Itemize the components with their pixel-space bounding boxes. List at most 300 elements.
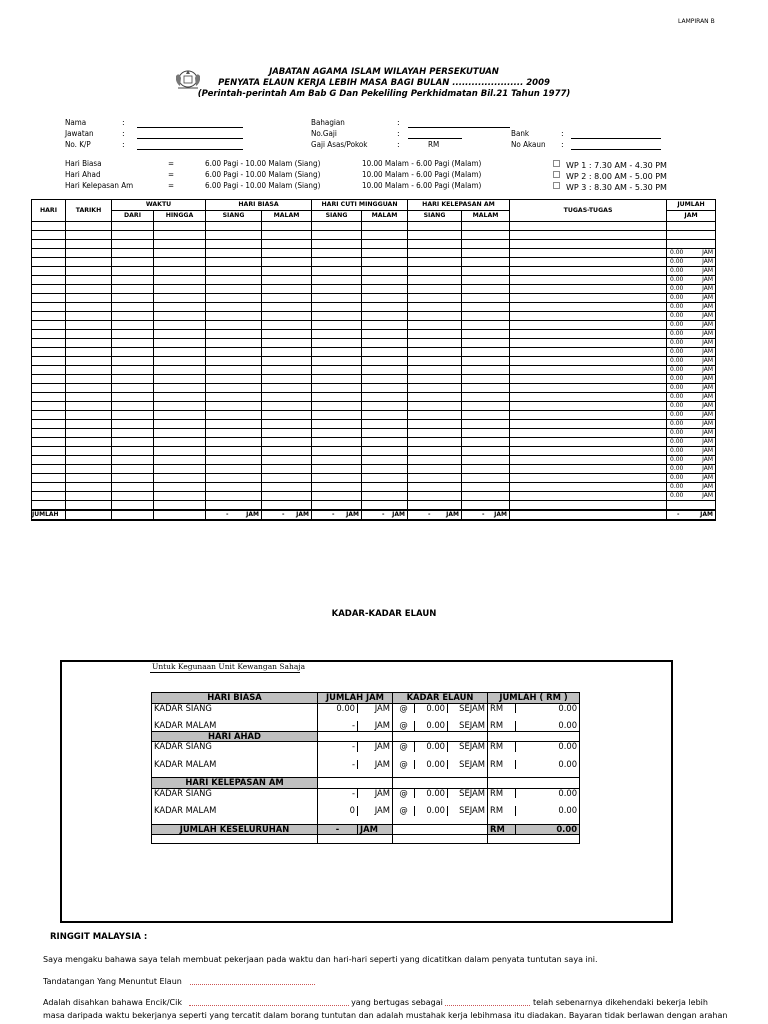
table-cell[interactable]: [206, 312, 262, 321]
table-cell[interactable]: [362, 456, 408, 465]
table-cell[interactable]: [112, 510, 154, 520]
table-cell[interactable]: [112, 429, 154, 438]
table-cell[interactable]: [667, 258, 716, 267]
table-cell[interactable]: [32, 492, 66, 501]
table-cell[interactable]: [262, 456, 312, 465]
table-cell[interactable]: [32, 501, 66, 511]
table-cell[interactable]: [112, 465, 154, 474]
table-cell[interactable]: [362, 339, 408, 348]
table-cell[interactable]: [32, 267, 66, 276]
table-cell[interactable]: [667, 294, 716, 303]
table-cell[interactable]: [462, 222, 510, 231]
table-cell[interactable]: [262, 267, 312, 276]
table-cell[interactable]: [262, 240, 312, 249]
table-cell[interactable]: [206, 366, 262, 375]
table-cell[interactable]: [667, 348, 716, 357]
table-cell[interactable]: [262, 330, 312, 339]
table-cell[interactable]: [667, 240, 716, 249]
table-cell[interactable]: [262, 294, 312, 303]
table-cell[interactable]: [32, 411, 66, 420]
table-cell[interactable]: [154, 285, 206, 294]
table-cell[interactable]: [667, 474, 716, 483]
table-cell[interactable]: [362, 222, 408, 231]
table-cell[interactable]: [667, 420, 716, 429]
table-cell[interactable]: [112, 420, 154, 429]
table-cell[interactable]: [262, 474, 312, 483]
table-cell[interactable]: [66, 249, 112, 258]
table-cell[interactable]: [667, 357, 716, 366]
table-cell[interactable]: [206, 321, 262, 330]
nokp-field[interactable]: [137, 148, 243, 150]
table-cell[interactable]: [262, 465, 312, 474]
table-cell[interactable]: [510, 483, 667, 492]
table-cell[interactable]: [510, 267, 667, 276]
table-cell[interactable]: [667, 501, 716, 511]
table-cell[interactable]: [206, 348, 262, 357]
bahagian-field[interactable]: [408, 126, 510, 128]
table-cell[interactable]: [362, 249, 408, 258]
table-cell[interactable]: [510, 249, 667, 258]
table-cell[interactable]: [408, 240, 462, 249]
table-cell[interactable]: [510, 384, 667, 393]
table-cell[interactable]: [408, 357, 462, 366]
table-cell[interactable]: [154, 429, 206, 438]
table-cell[interactable]: [112, 222, 154, 231]
table-cell[interactable]: [32, 303, 66, 312]
table-cell[interactable]: [462, 231, 510, 240]
table-cell[interactable]: [262, 285, 312, 294]
table-cell[interactable]: [154, 303, 206, 312]
table-cell[interactable]: [32, 384, 66, 393]
table-cell[interactable]: [262, 276, 312, 285]
table-cell[interactable]: [667, 231, 716, 240]
table-cell[interactable]: [112, 474, 154, 483]
table-cell[interactable]: [667, 429, 716, 438]
table-cell[interactable]: [462, 492, 510, 501]
name-field[interactable]: [189, 1005, 349, 1006]
table-cell[interactable]: [312, 447, 362, 456]
table-cell[interactable]: [510, 339, 667, 348]
table-cell[interactable]: [362, 465, 408, 474]
table-cell[interactable]: [66, 366, 112, 375]
table-cell[interactable]: [262, 420, 312, 429]
table-cell[interactable]: [510, 492, 667, 501]
table-cell[interactable]: [312, 420, 362, 429]
table-cell[interactable]: [667, 303, 716, 312]
table-cell[interactable]: [510, 321, 667, 330]
table-cell[interactable]: [112, 357, 154, 366]
table-cell[interactable]: [112, 267, 154, 276]
table-cell[interactable]: [408, 312, 462, 321]
table-cell[interactable]: [312, 222, 362, 231]
table-cell[interactable]: [206, 258, 262, 267]
table-cell[interactable]: [262, 258, 312, 267]
table-cell[interactable]: [510, 303, 667, 312]
table-cell[interactable]: [362, 393, 408, 402]
table-cell[interactable]: [206, 294, 262, 303]
table-cell[interactable]: [206, 384, 262, 393]
table-cell[interactable]: [112, 492, 154, 501]
table-cell[interactable]: [312, 366, 362, 375]
table-cell[interactable]: [462, 357, 510, 366]
table-cell[interactable]: [362, 258, 408, 267]
table-cell[interactable]: [154, 267, 206, 276]
table-cell[interactable]: [206, 267, 262, 276]
table-cell[interactable]: [462, 393, 510, 402]
table-cell[interactable]: [262, 384, 312, 393]
table-cell[interactable]: [667, 456, 716, 465]
table-cell[interactable]: [32, 231, 66, 240]
table-cell[interactable]: [112, 339, 154, 348]
table-cell[interactable]: [206, 375, 262, 384]
table-cell[interactable]: [32, 330, 66, 339]
table-cell[interactable]: [66, 492, 112, 501]
table-cell[interactable]: [262, 222, 312, 231]
table-cell[interactable]: [112, 276, 154, 285]
table-cell[interactable]: [510, 474, 667, 483]
table-cell[interactable]: [66, 357, 112, 366]
checkbox-icon[interactable]: [553, 171, 560, 178]
table-cell[interactable]: [510, 312, 667, 321]
table-cell[interactable]: [206, 249, 262, 258]
akaun-field[interactable]: [571, 148, 661, 150]
table-cell[interactable]: [408, 276, 462, 285]
table-cell[interactable]: [206, 483, 262, 492]
table-cell[interactable]: [362, 330, 408, 339]
table-cell[interactable]: [66, 429, 112, 438]
table-cell[interactable]: [154, 294, 206, 303]
table-cell[interactable]: [408, 384, 462, 393]
table-cell[interactable]: [510, 366, 667, 375]
table-cell[interactable]: [362, 501, 408, 511]
table-cell[interactable]: [66, 285, 112, 294]
table-cell[interactable]: [154, 465, 206, 474]
table-cell[interactable]: [112, 312, 154, 321]
table-cell[interactable]: [262, 348, 312, 357]
table-cell[interactable]: [262, 447, 312, 456]
table-cell[interactable]: [312, 501, 362, 511]
table-cell[interactable]: [667, 483, 716, 492]
table-cell[interactable]: [462, 447, 510, 456]
table-cell[interactable]: [510, 294, 667, 303]
position-field[interactable]: [445, 1005, 530, 1006]
table-cell[interactable]: [154, 411, 206, 420]
table-cell[interactable]: [312, 429, 362, 438]
table-cell[interactable]: [66, 258, 112, 267]
table-cell[interactable]: [510, 420, 667, 429]
table-cell[interactable]: [462, 267, 510, 276]
table-cell[interactable]: [32, 285, 66, 294]
table-cell[interactable]: [262, 366, 312, 375]
table-cell[interactable]: [462, 438, 510, 447]
table-cell[interactable]: [262, 492, 312, 501]
table-cell[interactable]: [66, 420, 112, 429]
table-cell[interactable]: [667, 276, 716, 285]
table-cell[interactable]: [262, 357, 312, 366]
table-cell[interactable]: [510, 465, 667, 474]
table-cell[interactable]: [32, 312, 66, 321]
table-cell[interactable]: [312, 474, 362, 483]
table-cell[interactable]: [667, 321, 716, 330]
table-cell[interactable]: [66, 348, 112, 357]
table-cell[interactable]: [262, 303, 312, 312]
table-cell[interactable]: [32, 222, 66, 231]
table-cell[interactable]: [112, 456, 154, 465]
table-cell[interactable]: [112, 303, 154, 312]
table-cell[interactable]: [667, 492, 716, 501]
table-cell[interactable]: [154, 258, 206, 267]
table-cell[interactable]: [312, 267, 362, 276]
table-cell[interactable]: [312, 276, 362, 285]
table-cell[interactable]: [66, 321, 112, 330]
table-cell[interactable]: [154, 501, 206, 511]
table-cell[interactable]: [462, 402, 510, 411]
table-cell[interactable]: [32, 357, 66, 366]
table-cell[interactable]: [66, 339, 112, 348]
table-cell[interactable]: [408, 366, 462, 375]
table-cell[interactable]: [510, 501, 667, 511]
table-cell[interactable]: [667, 267, 716, 276]
table-cell[interactable]: [66, 393, 112, 402]
table-cell[interactable]: [462, 240, 510, 249]
table-cell[interactable]: [32, 240, 66, 249]
checkbox-icon[interactable]: [553, 160, 560, 167]
table-cell[interactable]: [206, 285, 262, 294]
table-cell[interactable]: [206, 393, 262, 402]
table-cell[interactable]: [206, 330, 262, 339]
table-cell[interactable]: [510, 402, 667, 411]
table-cell[interactable]: [112, 258, 154, 267]
table-cell[interactable]: [154, 231, 206, 240]
table-cell[interactable]: [462, 303, 510, 312]
table-cell[interactable]: [362, 267, 408, 276]
table-cell[interactable]: [154, 456, 206, 465]
table-cell[interactable]: [312, 465, 362, 474]
table-cell[interactable]: [206, 276, 262, 285]
table-cell[interactable]: [154, 393, 206, 402]
table-cell[interactable]: [362, 483, 408, 492]
wp-option-2[interactable]: WP 2 : 8.00 AM - 5.00 PM: [553, 171, 667, 181]
table-cell[interactable]: [112, 402, 154, 411]
table-cell[interactable]: [262, 249, 312, 258]
table-cell[interactable]: [112, 366, 154, 375]
table-cell[interactable]: [206, 222, 262, 231]
table-cell[interactable]: [154, 420, 206, 429]
table-cell[interactable]: [206, 465, 262, 474]
table-cell[interactable]: [32, 249, 66, 258]
table-cell[interactable]: [112, 438, 154, 447]
table-cell[interactable]: [408, 474, 462, 483]
table-cell[interactable]: [206, 303, 262, 312]
table-cell[interactable]: [667, 249, 716, 258]
table-cell[interactable]: [154, 474, 206, 483]
table-cell[interactable]: [312, 348, 362, 357]
table-cell[interactable]: [262, 483, 312, 492]
table-cell[interactable]: [312, 303, 362, 312]
table-cell[interactable]: [408, 267, 462, 276]
table-cell[interactable]: [154, 366, 206, 375]
table-cell[interactable]: [154, 438, 206, 447]
table-cell[interactable]: [66, 303, 112, 312]
table-cell[interactable]: [112, 330, 154, 339]
table-cell[interactable]: [462, 429, 510, 438]
table-cell[interactable]: [408, 465, 462, 474]
table-cell[interactable]: [362, 348, 408, 357]
table-cell[interactable]: [462, 456, 510, 465]
table-cell[interactable]: [462, 501, 510, 511]
table-cell[interactable]: [312, 240, 362, 249]
table-cell[interactable]: [462, 249, 510, 258]
table-cell[interactable]: [66, 447, 112, 456]
table-cell[interactable]: [262, 501, 312, 511]
table-cell[interactable]: [112, 240, 154, 249]
table-cell[interactable]: [66, 465, 112, 474]
table-cell[interactable]: [154, 339, 206, 348]
table-cell[interactable]: [510, 240, 667, 249]
table-cell[interactable]: [408, 339, 462, 348]
table-cell[interactable]: [312, 231, 362, 240]
table-cell[interactable]: [262, 438, 312, 447]
table-cell[interactable]: [66, 483, 112, 492]
table-cell[interactable]: [462, 294, 510, 303]
table-cell[interactable]: [66, 501, 112, 511]
table-cell[interactable]: [312, 402, 362, 411]
table-cell[interactable]: [408, 348, 462, 357]
table-cell[interactable]: [362, 375, 408, 384]
table-cell[interactable]: [206, 339, 262, 348]
table-cell[interactable]: [362, 411, 408, 420]
table-cell[interactable]: [362, 447, 408, 456]
table-cell[interactable]: [408, 456, 462, 465]
table-cell[interactable]: [667, 402, 716, 411]
table-cell[interactable]: [667, 312, 716, 321]
table-cell[interactable]: [408, 258, 462, 267]
table-cell[interactable]: [667, 465, 716, 474]
table-cell[interactable]: [154, 240, 206, 249]
table-cell[interactable]: [362, 366, 408, 375]
table-cell[interactable]: [262, 429, 312, 438]
table-cell[interactable]: [312, 456, 362, 465]
table-cell[interactable]: [262, 375, 312, 384]
table-cell[interactable]: [312, 330, 362, 339]
table-cell[interactable]: [66, 411, 112, 420]
table-cell[interactable]: [154, 276, 206, 285]
table-cell[interactable]: [362, 438, 408, 447]
table-cell[interactable]: [112, 285, 154, 294]
table-cell[interactable]: [32, 339, 66, 348]
table-cell[interactable]: [112, 447, 154, 456]
table-cell[interactable]: [66, 510, 112, 520]
table-cell[interactable]: [362, 321, 408, 330]
table-cell[interactable]: [510, 330, 667, 339]
table-cell[interactable]: [154, 375, 206, 384]
table-cell[interactable]: [408, 294, 462, 303]
table-cell[interactable]: [154, 249, 206, 258]
table-cell[interactable]: [408, 492, 462, 501]
table-cell[interactable]: [32, 375, 66, 384]
table-cell[interactable]: [462, 384, 510, 393]
nogaji-field[interactable]: [408, 137, 462, 139]
table-cell[interactable]: [112, 294, 154, 303]
table-cell[interactable]: [312, 258, 362, 267]
table-cell[interactable]: [312, 483, 362, 492]
table-cell[interactable]: [462, 312, 510, 321]
table-cell[interactable]: [206, 411, 262, 420]
table-cell[interactable]: [32, 366, 66, 375]
table-cell[interactable]: [32, 348, 66, 357]
table-cell[interactable]: [362, 240, 408, 249]
table-cell[interactable]: [312, 249, 362, 258]
table-cell[interactable]: [66, 312, 112, 321]
table-cell[interactable]: [510, 510, 667, 520]
table-cell[interactable]: [408, 330, 462, 339]
table-cell[interactable]: [66, 456, 112, 465]
table-cell[interactable]: [667, 366, 716, 375]
table-cell[interactable]: [32, 276, 66, 285]
table-cell[interactable]: [462, 330, 510, 339]
signature-field[interactable]: [190, 984, 315, 985]
table-cell[interactable]: [408, 321, 462, 330]
table-cell[interactable]: [112, 483, 154, 492]
table-cell[interactable]: [362, 357, 408, 366]
table-cell[interactable]: [362, 303, 408, 312]
table-cell[interactable]: [262, 339, 312, 348]
table-cell[interactable]: [408, 483, 462, 492]
table-cell[interactable]: [408, 438, 462, 447]
table-cell[interactable]: [66, 402, 112, 411]
table-cell[interactable]: [408, 393, 462, 402]
table-cell[interactable]: [112, 249, 154, 258]
table-cell[interactable]: [154, 384, 206, 393]
bank-field[interactable]: [571, 137, 661, 139]
table-cell[interactable]: [66, 276, 112, 285]
checkbox-icon[interactable]: [553, 182, 560, 189]
table-cell[interactable]: [312, 438, 362, 447]
table-cell[interactable]: [32, 483, 66, 492]
table-cell[interactable]: [510, 222, 667, 231]
table-cell[interactable]: [408, 249, 462, 258]
table-cell[interactable]: [408, 285, 462, 294]
table-cell[interactable]: [206, 474, 262, 483]
table-cell[interactable]: [32, 465, 66, 474]
table-cell[interactable]: [112, 321, 154, 330]
table-cell[interactable]: [510, 258, 667, 267]
table-cell[interactable]: [462, 366, 510, 375]
table-cell[interactable]: [312, 339, 362, 348]
table-cell[interactable]: [510, 447, 667, 456]
table-cell[interactable]: [462, 258, 510, 267]
table-cell[interactable]: [312, 294, 362, 303]
table-cell[interactable]: [206, 231, 262, 240]
table-cell[interactable]: [32, 294, 66, 303]
table-cell[interactable]: [362, 276, 408, 285]
table-cell[interactable]: [154, 330, 206, 339]
table-cell[interactable]: [154, 447, 206, 456]
table-cell[interactable]: [112, 411, 154, 420]
table-cell[interactable]: [206, 402, 262, 411]
table-cell[interactable]: [362, 402, 408, 411]
table-cell[interactable]: [362, 384, 408, 393]
table-cell[interactable]: [66, 375, 112, 384]
table-cell[interactable]: [510, 393, 667, 402]
table-cell[interactable]: [32, 420, 66, 429]
table-cell[interactable]: [66, 222, 112, 231]
table-cell[interactable]: [510, 276, 667, 285]
table-cell[interactable]: [154, 222, 206, 231]
table-cell[interactable]: [66, 474, 112, 483]
table-cell[interactable]: [362, 285, 408, 294]
table-cell[interactable]: [154, 312, 206, 321]
